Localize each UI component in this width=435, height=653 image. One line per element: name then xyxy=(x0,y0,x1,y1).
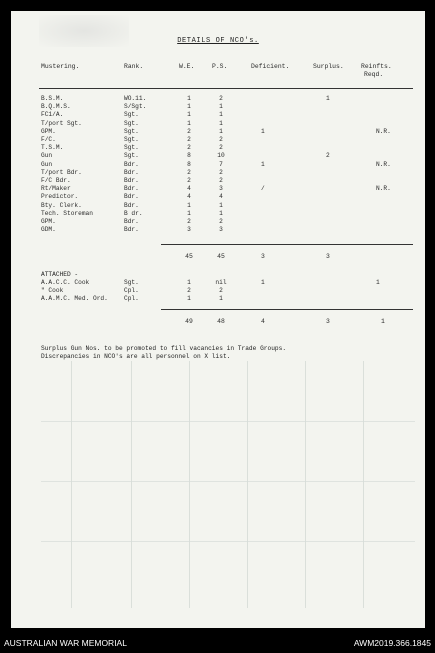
subtotal-rule xyxy=(161,244,413,245)
cell-rank: Sgt. xyxy=(124,279,139,286)
total-rule xyxy=(161,309,413,310)
cell-rank: S/Sgt. xyxy=(124,103,147,111)
subtotal-deficient: 3 xyxy=(261,253,265,260)
cell-surplus: 1 xyxy=(326,95,330,102)
cell-ps: 4 xyxy=(219,193,223,201)
cell-ps: 7 xyxy=(219,160,223,168)
cell-rank: Sgt. xyxy=(124,119,139,127)
cell-rank: Sgt. xyxy=(124,152,139,160)
faint-grid-line xyxy=(41,541,415,542)
table-row xyxy=(11,169,425,177)
cell-ps: nil xyxy=(215,279,227,286)
header-ps: P.S. xyxy=(212,63,228,70)
table-row xyxy=(11,218,425,226)
cell-mustering: Gun xyxy=(41,160,53,168)
cell-mustering: " Cook xyxy=(41,287,64,295)
cell-deficient: 1 xyxy=(261,160,265,168)
footer-accession-number: AWM2019.366.1845 xyxy=(353,638,431,648)
note-surplus: Surplus Gun Nos. to be promoted to fill vacancies in Trade Groups. xyxy=(41,345,287,352)
cell-mustering: Predictor. xyxy=(41,193,79,201)
cell-ps: 1 xyxy=(219,127,223,135)
cell-rank: B dr. xyxy=(124,209,143,217)
subtotal-surplus: 3 xyxy=(326,253,330,260)
cell-ps: 2 xyxy=(219,287,223,295)
table-row xyxy=(11,210,425,218)
cell-mustering: F/C Bdr. xyxy=(41,177,71,184)
table-row xyxy=(11,144,425,152)
cell-mustering: B.Q.M.S. xyxy=(41,103,71,111)
cell-mustering: F/C. xyxy=(41,136,56,143)
header-reinfts-reqd: Reqd. xyxy=(364,71,384,78)
cell-ps: 10 xyxy=(217,152,225,160)
faint-grid-line xyxy=(71,361,72,608)
cell-rank: Bdr. xyxy=(124,185,139,193)
header-reinfts: Reinfts. xyxy=(361,63,392,70)
table-row xyxy=(11,185,425,193)
table-row xyxy=(11,161,425,169)
cell-we: 1 xyxy=(187,95,191,102)
total-we: 49 xyxy=(185,318,193,325)
table-row xyxy=(11,193,425,201)
table-row xyxy=(11,120,425,128)
header-surplus: Surplus. xyxy=(313,63,344,70)
header-rule xyxy=(39,88,413,89)
faint-grid-line xyxy=(41,481,415,482)
cell-we: 2 xyxy=(187,177,191,184)
cell-mustering: T.S.M. xyxy=(41,144,64,152)
note-discrepancies: Discrepancies in NCO's are all personnel on X list. xyxy=(41,353,231,360)
table-row xyxy=(11,295,425,303)
cell-mustering: GDM. xyxy=(41,226,56,234)
cell-reinfts: 1 xyxy=(376,279,380,286)
cell-surplus: 2 xyxy=(326,152,330,160)
subtotal-ps: 45 xyxy=(217,253,225,260)
cell-ps: 2 xyxy=(219,168,223,176)
cell-rank: Bdr. xyxy=(124,218,139,225)
cell-we: 2 xyxy=(187,218,191,225)
faint-grid-line xyxy=(189,361,190,608)
table-row xyxy=(11,279,425,287)
cell-we: 8 xyxy=(187,152,191,160)
table-row xyxy=(11,177,425,185)
cell-rank: Sgt. xyxy=(124,127,139,135)
table-row xyxy=(11,103,425,111)
cell-ps: 3 xyxy=(219,226,223,234)
total-ps: 48 xyxy=(217,318,225,325)
cell-we: 1 xyxy=(187,111,191,119)
cell-mustering: Bty. Clerk. xyxy=(41,201,82,209)
cell-mustering: Tech. Storeman xyxy=(41,209,93,217)
cell-rank: Sgt. xyxy=(124,136,139,143)
cell-ps: 2 xyxy=(219,95,223,102)
cell-deficient: 1 xyxy=(261,279,265,286)
cell-mustering: T/port Bdr. xyxy=(41,168,82,176)
cell-ps: 1 xyxy=(219,111,223,119)
cell-ps: 2 xyxy=(219,144,223,152)
faint-grid-line xyxy=(363,361,364,608)
cell-rank: Bdr. xyxy=(124,201,139,209)
header-deficient: Deficient. xyxy=(251,63,290,70)
document-sheet xyxy=(11,11,425,628)
cell-we: 8 xyxy=(187,160,191,168)
cell-we: 1 xyxy=(187,279,191,286)
cell-rank: Sgt. xyxy=(124,111,139,119)
cell-deficient: / xyxy=(261,185,265,193)
cell-mustering: Gun xyxy=(41,152,53,160)
cell-reinfts: N.R. xyxy=(376,127,391,135)
attached-heading: ATTACHED - xyxy=(41,271,79,278)
cell-rank: Bdr. xyxy=(124,168,139,176)
cell-ps: 3 xyxy=(219,185,223,193)
cell-deficient: 1 xyxy=(261,127,265,135)
cell-mustering: A.A.C.C. Cook xyxy=(41,279,90,286)
document-title: DETAILS OF NCO's. xyxy=(177,37,259,45)
cell-mustering: T/port Sgt. xyxy=(41,119,82,127)
table-row xyxy=(11,226,425,234)
cell-ps: 1 xyxy=(219,103,223,111)
faint-grid-line xyxy=(305,361,306,608)
cell-ps: 2 xyxy=(219,218,223,225)
cell-we: 1 xyxy=(187,119,191,127)
cell-reinfts: N.R. xyxy=(376,160,391,168)
cell-we: 1 xyxy=(187,209,191,217)
cell-we: 1 xyxy=(187,295,191,303)
cell-we: 2 xyxy=(187,168,191,176)
cell-we: 4 xyxy=(187,193,191,201)
cell-we: 3 xyxy=(187,226,191,234)
cell-we: 2 xyxy=(187,144,191,152)
total-reinfts: 1 xyxy=(381,318,385,325)
table-row xyxy=(11,111,425,119)
cell-mustering: GPM. xyxy=(41,127,56,135)
cell-ps: 1 xyxy=(219,209,223,217)
cell-mustering: Rt/Maker xyxy=(41,185,71,193)
cell-we: 2 xyxy=(187,136,191,143)
cell-we: 4 xyxy=(187,185,191,193)
cell-rank: Bdr. xyxy=(124,177,139,184)
cell-we: 1 xyxy=(187,201,191,209)
subtotal-we: 45 xyxy=(185,253,193,260)
total-surplus: 3 xyxy=(326,318,330,325)
table-row xyxy=(11,95,425,103)
cell-ps: 1 xyxy=(219,119,223,127)
cell-mustering: B.S.M. xyxy=(41,95,64,102)
table-row xyxy=(11,152,425,160)
cell-rank: Cpl. xyxy=(124,295,139,303)
cell-we: 2 xyxy=(187,287,191,295)
table-row xyxy=(11,128,425,136)
cell-rank: Bdr. xyxy=(124,193,139,201)
cell-ps: 2 xyxy=(219,136,223,143)
header-we: W.E. xyxy=(179,63,195,70)
cell-ps: 1 xyxy=(219,201,223,209)
header-mustering: Mustering. xyxy=(41,63,80,70)
table-row xyxy=(11,136,425,144)
cell-rank: Bdr. xyxy=(124,160,139,168)
cell-we: 2 xyxy=(187,127,191,135)
footer-institution: AUSTRALIAN WAR MEMORIAL xyxy=(4,638,127,648)
cell-ps: 2 xyxy=(219,177,223,184)
cell-ps: 1 xyxy=(219,295,223,303)
cell-we: 1 xyxy=(187,103,191,111)
cell-reinfts: N.R. xyxy=(376,185,391,193)
cell-rank: Sgt. xyxy=(124,144,139,152)
table-row xyxy=(11,202,425,210)
header-rank: Rank. xyxy=(124,63,144,70)
total-deficient: 4 xyxy=(261,318,265,325)
table-row xyxy=(11,287,425,295)
cell-mustering: A.A.M.C. Med. Ord. xyxy=(41,295,108,303)
cell-rank: Cpl. xyxy=(124,287,139,295)
faint-grid-line xyxy=(247,361,248,608)
cell-mustering: GPM. xyxy=(41,218,56,225)
faint-grid-line xyxy=(131,361,132,608)
cell-rank: WO.11. xyxy=(124,95,147,102)
cell-mustering: FC1/A. xyxy=(41,111,64,119)
faint-grid-line xyxy=(41,421,415,422)
cell-rank: Bdr. xyxy=(124,226,139,234)
